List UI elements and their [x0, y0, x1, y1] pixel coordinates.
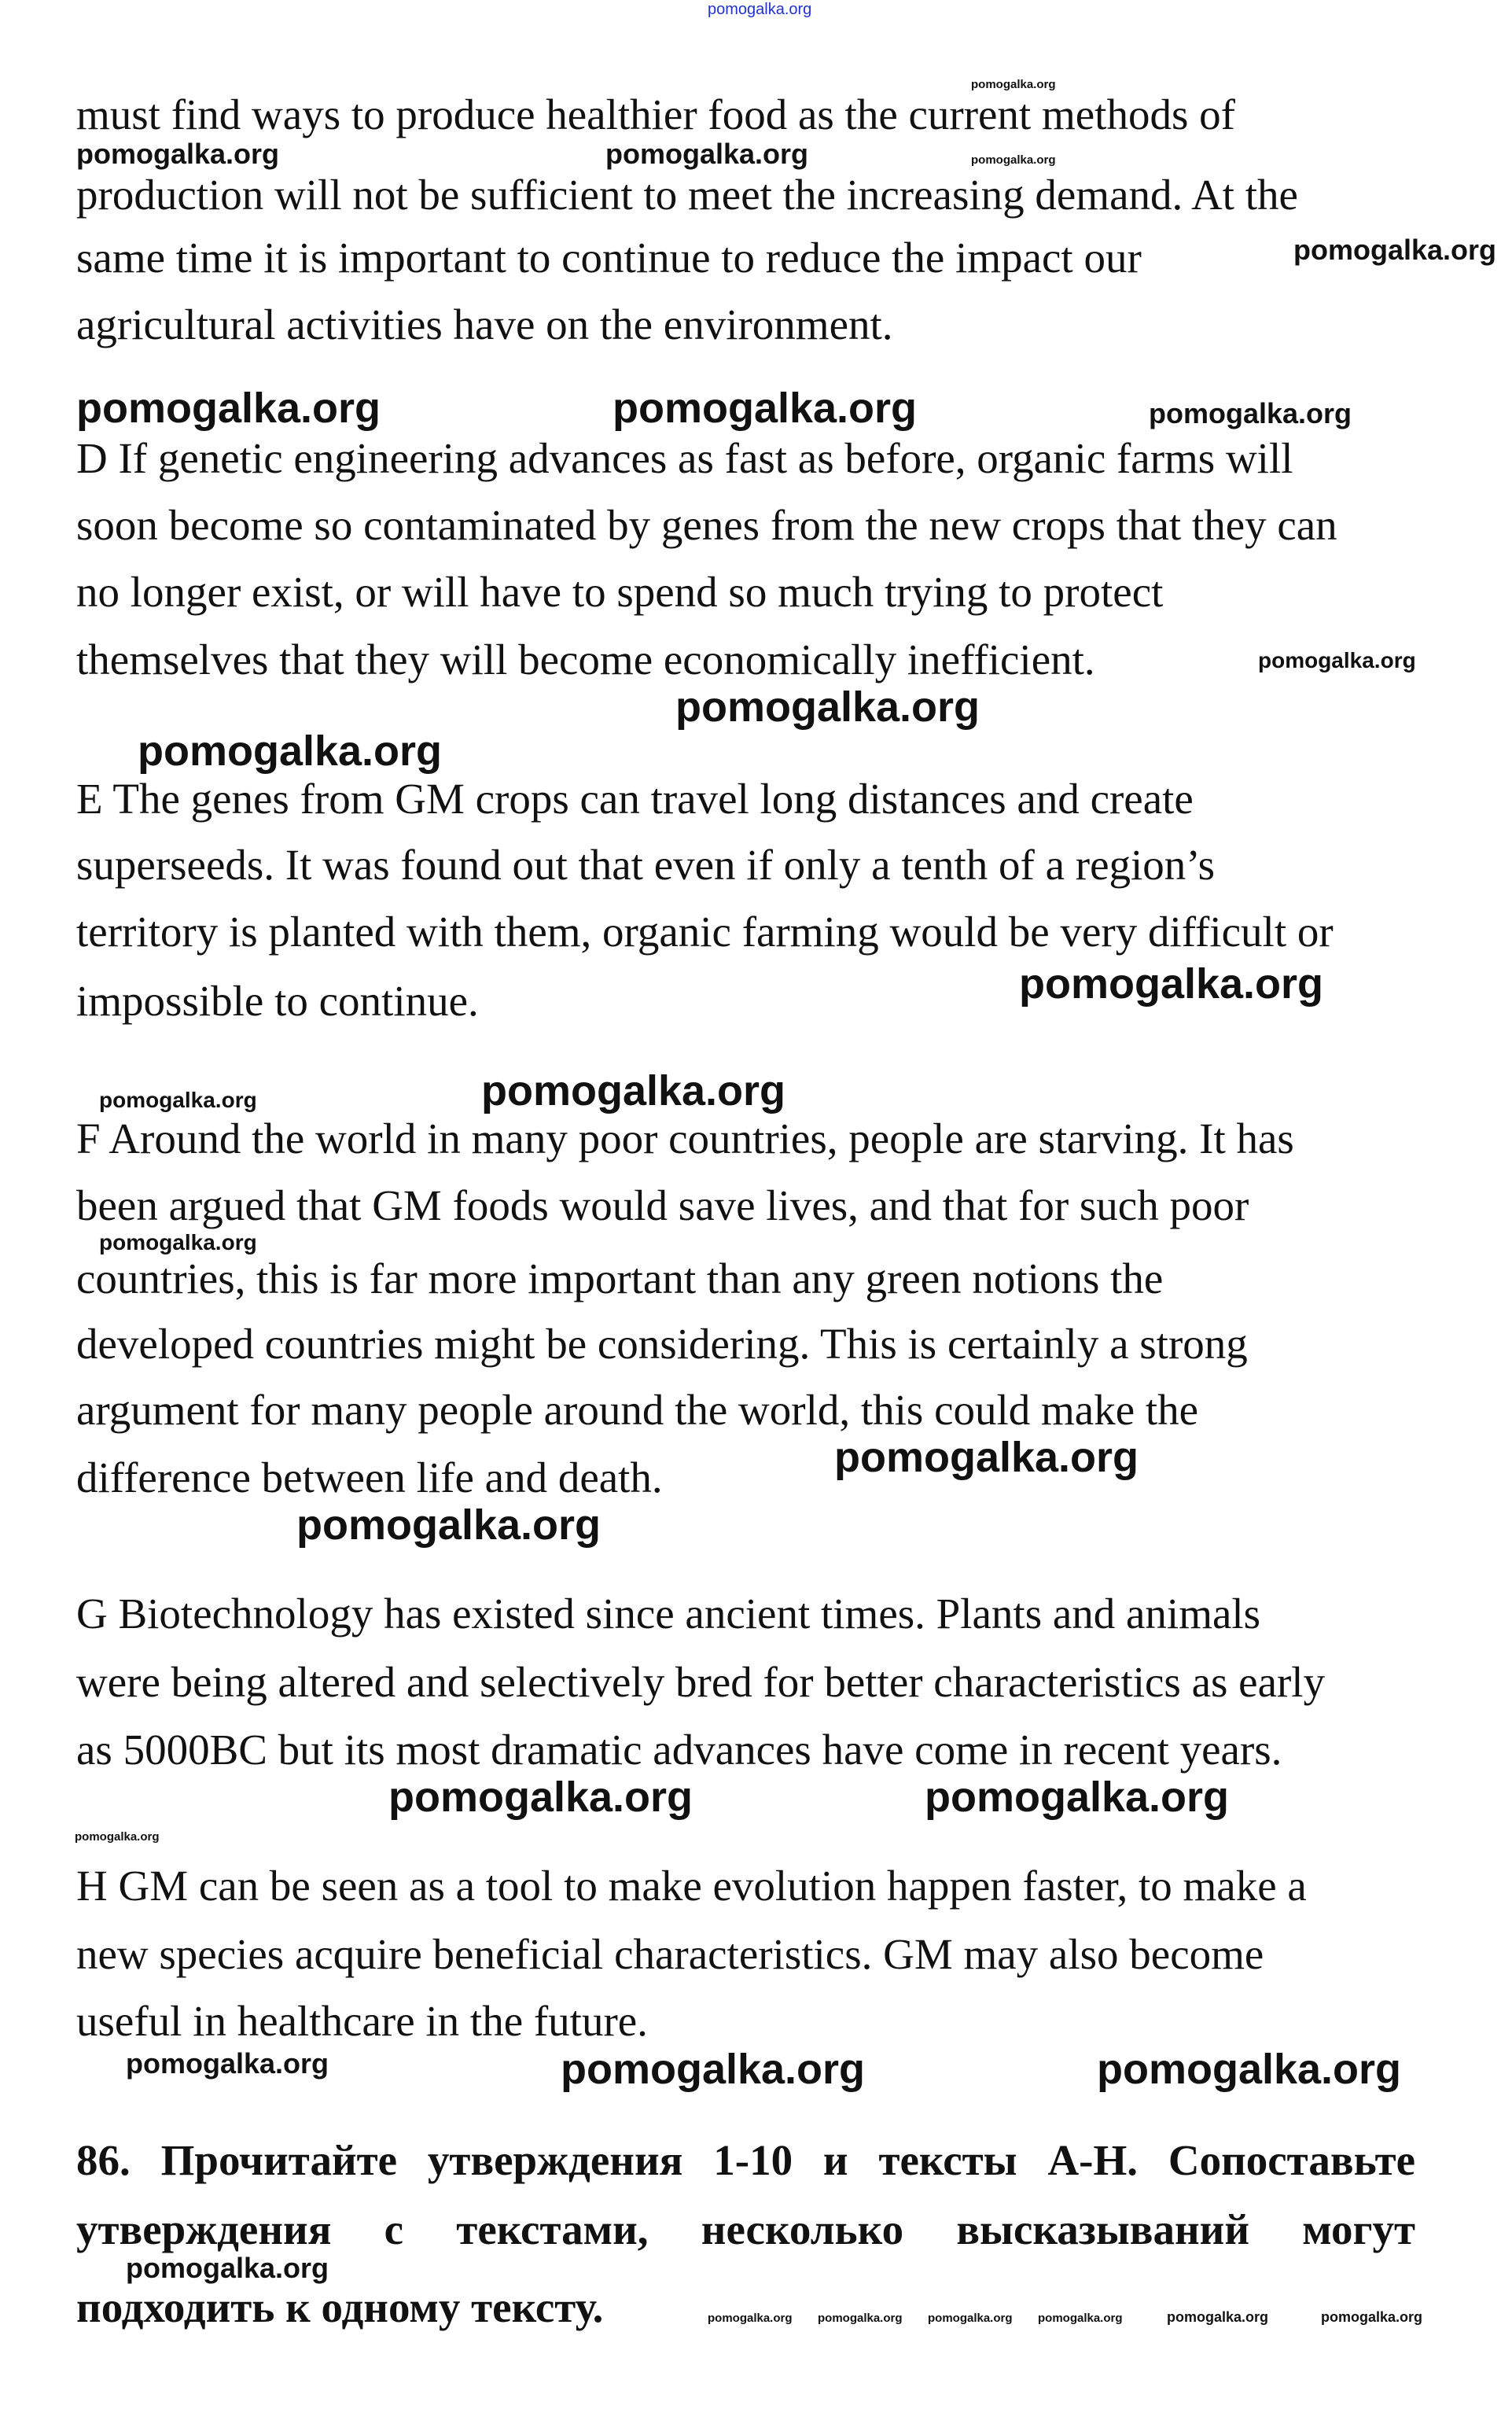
watermark: pomogalka.org [75, 1830, 160, 1844]
paragraph-g-line: as 5000BC but its most dramatic advances have come in recent years. [76, 1726, 1282, 1774]
watermark: pomogalka.org [99, 1230, 257, 1254]
watermark: pomogalka.org [1167, 2309, 1269, 2325]
paragraph-g-line: G Biotechnology has existed since ancient times. Plants and animals [76, 1590, 1261, 1638]
watermark: pomogalka.org [1258, 648, 1416, 672]
paragraph-e-line: superseeds. It was found out that even if only a tenth of a region’s [76, 841, 1215, 889]
watermark: pomogalka.org [971, 78, 1056, 91]
watermark: pomogalka.org [1019, 960, 1324, 1008]
paragraph-f-line: argument for many people around the world, this could make the [76, 1386, 1199, 1434]
paragraph-d-line: soon become so contaminated by genes from the new crops that they can [76, 501, 1337, 549]
paragraph-e-line: territory is planted with them, organic farming would be very difficult or [76, 908, 1334, 956]
watermark: pomogalka.org [1293, 234, 1497, 266]
task-heading-line: утверждения с текстами, несколько высказываний могут [76, 2205, 1415, 2253]
paragraph-f-line: F Around the world in many poor countries, people are starving. It has [76, 1114, 1294, 1162]
watermark: pomogalka.org [1038, 2312, 1123, 2325]
paragraph-h-line: new species acquire beneficial characteristics. GM may also become [76, 1930, 1264, 1978]
watermark: pomogalka.org [834, 1434, 1139, 1481]
text-line: must find ways to produce healthier food as the current methods of [76, 90, 1235, 138]
watermark: pomogalka.org [928, 2312, 1013, 2325]
watermark: pomogalka.org [388, 1774, 693, 1821]
watermark: pomogalka.org [925, 1774, 1230, 1821]
watermark: pomogalka.org [99, 1088, 257, 1112]
task-heading-line: подходить к одному тексту. [76, 2283, 604, 2331]
watermark: pomogalka.org [1149, 397, 1352, 429]
paragraph-h-line: H GM can be seen as a tool to make evolution happen faster, to make a [76, 1862, 1307, 1910]
text-line: production will not be sufficient to meet the increasing demand. At the [76, 171, 1298, 219]
paragraph-g-line: were being altered and selectively bred for better characteristics as early [76, 1658, 1326, 1706]
paragraph-d-line: D If genetic engineering advances as fast as before, organic farms will [76, 434, 1293, 482]
watermark: pomogalka.org [76, 385, 381, 432]
text-line: same time it is important to continue to reduce the impact our [76, 234, 1142, 282]
watermark: pomogalka.org [126, 2252, 329, 2284]
watermark: pomogalka.org [296, 1501, 601, 1549]
watermark: pomogalka.org [971, 153, 1056, 167]
watermark: pomogalka.org [708, 1, 812, 18]
paragraph-d-line: no longer exist, or will have to spend so much trying to protect [76, 568, 1164, 616]
watermark: pomogalka.org [126, 2047, 329, 2080]
watermark: pomogalka.org [561, 2046, 866, 2093]
watermark: pomogalka.org [613, 385, 918, 432]
paragraph-d-line: themselves that they will become economically inefficient. [76, 635, 1095, 683]
task-heading-line: 86. Прочитайте утверждения 1-10 и тексты A-H. Сопоставьте [76, 2136, 1415, 2184]
paragraph-f-line: difference between life and death. [76, 1453, 663, 1501]
watermark: pomogalka.org [1321, 2309, 1423, 2325]
paragraph-f-line: countries, this is far more important than any green notions the [76, 1254, 1164, 1302]
watermark: pomogalka.org [818, 2312, 903, 2325]
watermark: pomogalka.org [708, 2312, 793, 2325]
watermark: pomogalka.org [481, 1067, 786, 1114]
paragraph-e-line: E The genes from GM crops can travel long distances and create [76, 775, 1194, 823]
watermark: pomogalka.org [138, 728, 443, 775]
paragraph-f-line: been argued that GM foods would save lives, and that for such poor [76, 1181, 1249, 1229]
paragraph-e-line: impossible to continue. [76, 977, 479, 1025]
text-line: agricultural activities have on the environment. [76, 300, 893, 348]
watermark: pomogalka.org [675, 683, 980, 731]
watermark: pomogalka.org [605, 138, 809, 170]
watermark: pomogalka.org [76, 138, 280, 170]
watermark: pomogalka.org [1097, 2046, 1402, 2093]
paragraph-f-line: developed countries might be considering. This is certainly a strong [76, 1320, 1248, 1368]
paragraph-h-line: useful in healthcare in the future. [76, 1997, 648, 2045]
